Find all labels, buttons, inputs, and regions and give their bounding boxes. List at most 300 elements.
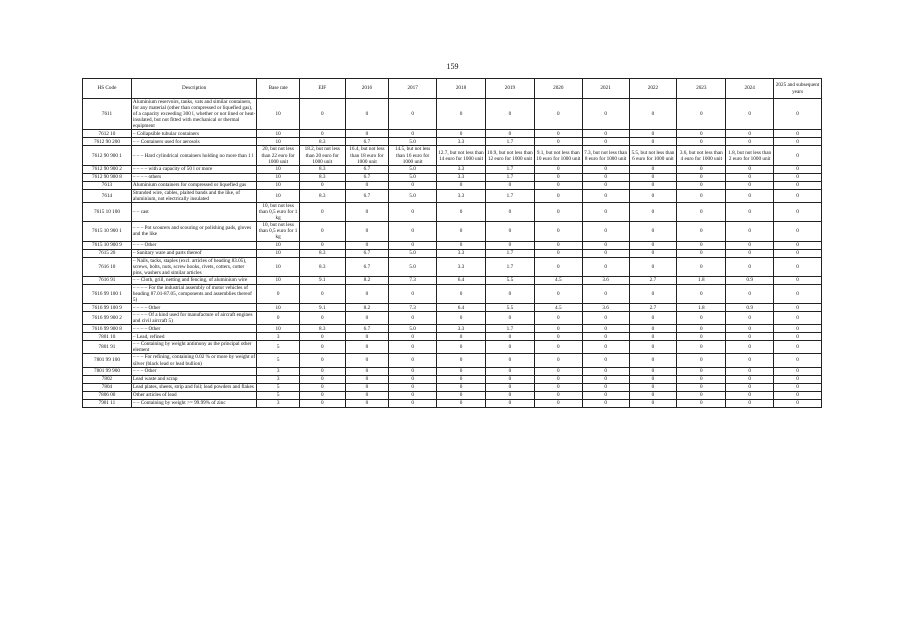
rate-cell: 7.3, but not less than 8 euro for 1000 unit xyxy=(582,146,629,165)
rate-cell: 0 xyxy=(629,130,677,138)
rate-cell: 0 xyxy=(677,325,726,333)
rate-cell: 0 xyxy=(774,276,822,284)
rate-cell: 0 xyxy=(726,173,774,181)
hs-code-cell: 7801 99 100 xyxy=(83,354,132,367)
rate-cell: 0 xyxy=(485,312,534,325)
table-row xyxy=(83,399,822,407)
rate-cell: 0 xyxy=(582,333,629,341)
table-row xyxy=(83,284,822,303)
rate-cell: 0 xyxy=(629,202,677,221)
rate-cell: 0 xyxy=(677,354,726,367)
rate-cell: 18.2, but not less than 20 euro for 1000 unit xyxy=(299,146,345,165)
table-row xyxy=(83,312,822,325)
rate-cell: 0 xyxy=(389,399,437,407)
hs-code-cell: 7615 10 100 xyxy=(83,202,132,221)
rate-cell: 1.7 xyxy=(485,257,534,276)
rate-cell: 0 xyxy=(345,333,389,341)
rate-cell: 0 xyxy=(437,222,486,241)
rate-cell: 0 xyxy=(726,222,774,241)
rate-cell: 0 xyxy=(437,341,486,354)
rate-cell: 0 xyxy=(389,367,437,375)
column-header: EIF xyxy=(299,79,345,99)
rate-cell: 0 xyxy=(726,99,774,130)
hs-code-cell: 7801 91 xyxy=(83,341,132,354)
rate-cell: 0 xyxy=(485,341,534,354)
rate-cell: 0 xyxy=(582,284,629,303)
rate-cell: 0 xyxy=(437,367,486,375)
rate-cell: 0 xyxy=(345,399,389,407)
rate-cell: 0 xyxy=(774,249,822,257)
rate-cell: 0 xyxy=(629,375,677,383)
rate-cell: 6.7 xyxy=(345,165,389,173)
rate-cell: 8.3 xyxy=(299,189,345,202)
rate-cell: 0 xyxy=(677,375,726,383)
rate-cell: 0 xyxy=(534,354,582,367)
rate-cell: 0 xyxy=(677,241,726,249)
column-header: 2016 xyxy=(345,79,389,99)
rate-cell: 0 xyxy=(299,99,345,130)
rate-cell: 5 xyxy=(257,391,300,399)
hs-code-cell: 7612 90 900 1 xyxy=(83,146,132,165)
rate-cell: 0 xyxy=(677,341,726,354)
column-header: 2023 xyxy=(677,79,726,99)
rate-cell: 0 xyxy=(629,399,677,407)
rate-cell: 0 xyxy=(437,391,486,399)
table-row xyxy=(83,354,822,367)
rate-cell: 0 xyxy=(774,312,822,325)
rate-cell: 8.3 xyxy=(299,257,345,276)
description-cell: – – – Other xyxy=(131,367,256,375)
rate-cell: 5.0 xyxy=(389,325,437,333)
hs-code-cell: 7615 20 xyxy=(83,249,132,257)
hs-code-cell: 7616 99 900 8 xyxy=(83,325,132,333)
rate-cell: 0 xyxy=(345,383,389,391)
rate-cell: 0 xyxy=(582,173,629,181)
rate-cell: 0 xyxy=(629,257,677,276)
description-cell: – Lead, refined xyxy=(131,333,256,341)
rate-cell: 0 xyxy=(345,312,389,325)
rate-cell: 1.8 xyxy=(677,276,726,284)
rate-cell: 0 xyxy=(437,383,486,391)
rate-cell: 0 xyxy=(582,249,629,257)
rate-cell: 0 xyxy=(582,241,629,249)
rate-cell: 0 xyxy=(345,99,389,130)
rate-cell: 0 xyxy=(774,257,822,276)
rate-cell: 0 xyxy=(534,202,582,221)
rate-cell: 0 xyxy=(726,181,774,189)
description-cell: – – – – with a capacity of 50 l or more xyxy=(131,165,256,173)
rate-cell: 0 xyxy=(629,312,677,325)
tariff-schedule-table xyxy=(82,78,822,408)
rate-cell: 0 xyxy=(774,222,822,241)
rate-cell: 10 xyxy=(257,241,300,249)
column-header: Base rate xyxy=(257,79,300,99)
rate-cell: 0 xyxy=(534,249,582,257)
rate-cell: 10 xyxy=(257,276,300,284)
rate-cell: 0 xyxy=(582,399,629,407)
hs-code-cell: 7615 10 900 9 xyxy=(83,241,132,249)
hs-code-cell: 7612 90 900 8 xyxy=(83,173,132,181)
rate-cell: 0 xyxy=(677,257,726,276)
rate-cell: 10 xyxy=(257,181,300,189)
rate-cell: 0 xyxy=(582,165,629,173)
table-row xyxy=(83,325,822,333)
rate-cell: 0 xyxy=(726,333,774,341)
rate-cell: 0 xyxy=(677,181,726,189)
rate-cell: 0.9 xyxy=(726,304,774,312)
rate-cell: 0 xyxy=(774,383,822,391)
rate-cell: 2.7 xyxy=(629,276,677,284)
rate-cell: 0 xyxy=(534,189,582,202)
rate-cell: 0 xyxy=(629,354,677,367)
rate-cell: 0 xyxy=(299,341,345,354)
rate-cell: 0 xyxy=(299,399,345,407)
rate-cell: 0 xyxy=(677,391,726,399)
description-cell: Lead plates, sheets, strip and foil; lead powders and flakes xyxy=(131,383,256,391)
rate-cell: 0 xyxy=(389,383,437,391)
rate-cell: 0 xyxy=(582,341,629,354)
rate-cell: 6.7 xyxy=(345,138,389,146)
rate-cell: 0 xyxy=(299,375,345,383)
rate-cell: 0 xyxy=(299,284,345,303)
rate-cell: 0 xyxy=(534,383,582,391)
rate-cell: 3.6 xyxy=(582,276,629,284)
rate-cell: 0 xyxy=(774,138,822,146)
rate-cell: 0 xyxy=(485,202,534,221)
rate-cell: 1.7 xyxy=(485,165,534,173)
table-row xyxy=(83,276,822,284)
rate-cell: 0 xyxy=(389,391,437,399)
rate-cell: 0 xyxy=(726,165,774,173)
rate-cell: 0 xyxy=(629,99,677,130)
rate-cell: 0 xyxy=(629,241,677,249)
description-cell: Aluminium containers for compressed or liquefied gas xyxy=(131,181,256,189)
rate-cell: 0 xyxy=(534,325,582,333)
column-header: 2018 xyxy=(437,79,486,99)
rate-cell: 0 xyxy=(389,202,437,221)
hs-code-cell: 7616 99 900 2 xyxy=(83,312,132,325)
rate-cell: 0 xyxy=(582,222,629,241)
hs-code-cell: 7612 90 200 xyxy=(83,138,132,146)
rate-cell: 2.7 xyxy=(629,304,677,312)
column-header: HS Code xyxy=(83,79,132,99)
rate-cell: 6.7 xyxy=(345,325,389,333)
rate-cell: 5.5 xyxy=(485,276,534,284)
rate-cell: 0 xyxy=(534,241,582,249)
rate-cell: 3.6, but not less than 4 euro for 1000 unit xyxy=(677,146,726,165)
rate-cell: 3 xyxy=(257,367,300,375)
rate-cell: 0 xyxy=(437,181,486,189)
rate-cell: 3.6 xyxy=(582,304,629,312)
rate-cell: 0 xyxy=(677,367,726,375)
rate-cell: 0 xyxy=(437,241,486,249)
rate-cell: 3.3 xyxy=(437,257,486,276)
hs-code-cell: 7901 11 xyxy=(83,399,132,407)
rate-cell: 0 xyxy=(726,257,774,276)
description-cell: – – Containing by weight antimony as the principal other element xyxy=(131,341,256,354)
rate-cell: 0 xyxy=(629,165,677,173)
rate-cell: 0 xyxy=(774,375,822,383)
rate-cell: 0 xyxy=(677,333,726,341)
rate-cell: 0 xyxy=(677,173,726,181)
rate-cell: 8.2 xyxy=(345,304,389,312)
rate-cell: 9.1 xyxy=(299,304,345,312)
column-header: 2021 xyxy=(582,79,629,99)
rate-cell: 0 xyxy=(582,325,629,333)
rate-cell: 0 xyxy=(534,173,582,181)
description-cell: – Collapsible tubular containers xyxy=(131,130,256,138)
rate-cell: 0 xyxy=(774,130,822,138)
rate-cell: 0 xyxy=(582,367,629,375)
column-header: 2025 and subsequent years xyxy=(774,79,822,99)
rate-cell: 0 xyxy=(485,354,534,367)
rate-cell: 6.7 xyxy=(345,173,389,181)
table-row xyxy=(83,130,822,138)
rate-cell: 0 xyxy=(257,312,300,325)
description-cell: – – – – Other xyxy=(131,304,256,312)
rate-cell: 10 xyxy=(257,130,300,138)
rate-cell: 8.3 xyxy=(299,249,345,257)
rate-cell: 0 xyxy=(389,222,437,241)
rate-cell: 0 xyxy=(389,354,437,367)
rate-cell: 0 xyxy=(582,391,629,399)
rate-cell: 3 xyxy=(257,399,300,407)
rate-cell: 0 xyxy=(582,383,629,391)
rate-cell: 0 xyxy=(345,130,389,138)
rate-cell: 0 xyxy=(774,99,822,130)
rate-cell: 5 xyxy=(257,383,300,391)
rate-cell: 0 xyxy=(677,138,726,146)
rate-cell: 0 xyxy=(582,312,629,325)
rate-cell: 0 xyxy=(677,249,726,257)
rate-cell: 10 xyxy=(257,138,300,146)
rate-cell: 0 xyxy=(774,391,822,399)
column-header: 2020 xyxy=(534,79,582,99)
rate-cell: 0 xyxy=(299,312,345,325)
rate-cell: 0 xyxy=(534,130,582,138)
rate-cell: 5.5, but not less than 6 euro for 1000 unit xyxy=(629,146,677,165)
rate-cell: 10 xyxy=(257,257,300,276)
rate-cell: 10 xyxy=(257,325,300,333)
rate-cell: 0 xyxy=(534,138,582,146)
rate-cell: 3.3 xyxy=(437,138,486,146)
rate-cell: 0 xyxy=(299,367,345,375)
rate-cell: 0 xyxy=(534,391,582,399)
table-row xyxy=(83,165,822,173)
rate-cell: 5.0 xyxy=(389,165,437,173)
rate-cell: 0 xyxy=(389,241,437,249)
table-row xyxy=(83,99,822,130)
rate-cell: 0 xyxy=(345,222,389,241)
rate-cell: 0 xyxy=(677,165,726,173)
rate-cell: 10 xyxy=(257,173,300,181)
rate-cell: 0 xyxy=(726,325,774,333)
page-number: 159 xyxy=(446,62,459,71)
rate-cell: 0 xyxy=(345,341,389,354)
rate-cell: 0 xyxy=(629,367,677,375)
rate-cell: 0 xyxy=(534,333,582,341)
rate-cell: 0 xyxy=(345,181,389,189)
rate-cell: 8.3 xyxy=(299,165,345,173)
description-cell: Aluminium reservoirs, tanks, vats and similar containers, for any material (other than compressed or liquefied gas), of a capacity exceeding 300 l, whether or not lined or heat-insulated, but not fitted with mechanical or thermal equipment xyxy=(132,99,256,130)
table-row xyxy=(83,391,822,399)
hs-code-cell: 7806 00 xyxy=(83,391,132,399)
column-header: 2017 xyxy=(389,79,437,99)
rate-cell: 0 xyxy=(726,354,774,367)
rate-cell: 0 xyxy=(345,202,389,221)
table-row xyxy=(83,304,822,312)
rate-cell: 1.7 xyxy=(485,173,534,181)
rate-cell: 0 xyxy=(629,333,677,341)
rate-cell: 0 xyxy=(389,181,437,189)
rate-cell: 10, but not less than 0,5 euro for 1 kg xyxy=(257,202,300,221)
rate-cell: 0 xyxy=(534,257,582,276)
rate-cell: 0 xyxy=(774,367,822,375)
rate-cell: 6.7 xyxy=(345,189,389,202)
rate-cell: 0 xyxy=(677,130,726,138)
rate-cell: 8.2 xyxy=(345,276,389,284)
rate-cell: 0 xyxy=(726,284,774,303)
rate-cell: 9.1, but not less than 10 euro for 1000 unit xyxy=(534,146,582,165)
table-row xyxy=(83,138,822,146)
rate-cell: 0 xyxy=(485,367,534,375)
rate-cell: 8.3 xyxy=(299,325,345,333)
description-cell: – – – For refining, containing 0.02 % or more by weight of silver (black lead or lead bullion) xyxy=(132,354,256,367)
table-header-row xyxy=(83,79,822,99)
rate-cell: 0 xyxy=(677,202,726,221)
rate-cell: 0 xyxy=(774,181,822,189)
table-row xyxy=(83,181,822,189)
rate-cell: 0 xyxy=(437,312,486,325)
hs-code-cell: 7613 xyxy=(83,181,132,189)
rate-cell: 0 xyxy=(389,312,437,325)
rate-cell: 0 xyxy=(299,222,345,241)
rate-cell: 0 xyxy=(437,130,486,138)
description-cell: – – – – others xyxy=(131,173,256,181)
rate-cell: 0 xyxy=(389,284,437,303)
rate-cell: 6.7 xyxy=(345,257,389,276)
rate-cell: 0 xyxy=(485,391,534,399)
rate-cell: 5.0 xyxy=(389,138,437,146)
rate-cell: 0 xyxy=(389,99,437,130)
rate-cell: 10 xyxy=(257,249,300,257)
rate-cell: 9.1 xyxy=(299,276,345,284)
rate-cell: 0 xyxy=(345,284,389,303)
rate-cell: 0 xyxy=(534,99,582,130)
rate-cell: 0 xyxy=(629,383,677,391)
rate-cell: 0 xyxy=(677,383,726,391)
rate-cell: 0 xyxy=(726,312,774,325)
rate-cell: 5.5 xyxy=(485,304,534,312)
hs-code-cell: 7802 xyxy=(83,375,132,383)
rate-cell: 5.0 xyxy=(389,173,437,181)
table-row xyxy=(83,333,822,341)
rate-cell: 5.0 xyxy=(389,189,437,202)
rate-cell: 0 xyxy=(534,165,582,173)
rate-cell: 0 xyxy=(534,341,582,354)
rate-cell: 0 xyxy=(677,284,726,303)
rate-cell: 0 xyxy=(437,375,486,383)
rate-cell: 0 xyxy=(629,181,677,189)
rate-cell: 0 xyxy=(485,130,534,138)
rate-cell: 0 xyxy=(345,241,389,249)
rate-cell: 0 xyxy=(299,130,345,138)
table-row xyxy=(83,241,822,249)
rate-cell: 0 xyxy=(726,138,774,146)
rate-cell: 0 xyxy=(677,99,726,130)
rate-cell: 5 xyxy=(257,354,300,367)
rate-cell: 0 xyxy=(774,146,822,165)
rate-cell: 8.3 xyxy=(299,138,345,146)
rate-cell: 0 xyxy=(774,202,822,221)
rate-cell: 0 xyxy=(299,333,345,341)
rate-cell: 0 xyxy=(534,312,582,325)
rate-cell: 0 xyxy=(345,354,389,367)
description-cell: – – – – Of a kind used for manufacture of aircraft engines and civil aircraft 5) xyxy=(131,312,256,325)
hs-code-cell: 7614 xyxy=(83,189,132,202)
rate-cell: 0.9 xyxy=(726,276,774,284)
rate-cell: 0 xyxy=(485,333,534,341)
table-row xyxy=(83,257,822,276)
rate-cell: 1.8 xyxy=(677,304,726,312)
rate-cell: 0 xyxy=(726,375,774,383)
description-cell: – Nails, tacks, staples (excl. articles of heading 83.05), screws, bolts, nuts, screw hooks, rivets, cotters, cotter pins, washers and similar articles xyxy=(131,257,256,276)
rate-cell: 0 xyxy=(389,375,437,383)
table-row xyxy=(83,146,822,165)
rate-cell: 0 xyxy=(774,341,822,354)
rate-cell: 0 xyxy=(677,312,726,325)
rate-cell: 7.3 xyxy=(389,276,437,284)
table-row xyxy=(83,222,822,241)
rate-cell: 0 xyxy=(726,367,774,375)
rate-cell: 10 xyxy=(257,189,300,202)
hs-code-cell: 7612 90 900 2 xyxy=(83,165,132,173)
rate-cell: 0 xyxy=(726,130,774,138)
rate-cell: 1.7 xyxy=(485,189,534,202)
rate-cell: 0 xyxy=(534,284,582,303)
table-row xyxy=(83,202,822,221)
description-cell: – – Cloth, grill, netting and fencing, of aluminium wire xyxy=(131,276,256,284)
hs-code-cell: 7615 10 900 1 xyxy=(83,222,132,241)
rate-cell: 12.7, but not less than 14 euro for 1000 unit xyxy=(437,146,486,165)
rate-cell: 8.3 xyxy=(299,173,345,181)
rate-cell: 0 xyxy=(582,354,629,367)
rate-cell: 5 xyxy=(257,341,300,354)
rate-cell: 0 xyxy=(485,375,534,383)
description-cell: – – – Pot scourers and scouring or polishing pads, gloves and the like xyxy=(131,222,256,241)
rate-cell: 0 xyxy=(774,325,822,333)
rate-cell: 0 xyxy=(774,304,822,312)
rate-cell: 3.3 xyxy=(437,189,486,202)
table-row xyxy=(83,249,822,257)
rate-cell: 0 xyxy=(677,399,726,407)
rate-cell: 6.7 xyxy=(345,249,389,257)
rate-cell: 10.9, but not less than 12 euro for 1000 unit xyxy=(485,146,534,165)
rate-cell: 0 xyxy=(345,367,389,375)
rate-cell: 0 xyxy=(299,202,345,221)
rate-cell: 0 xyxy=(534,222,582,241)
rate-cell: 0 xyxy=(629,173,677,181)
rate-cell: 0 xyxy=(299,391,345,399)
rate-cell: 0 xyxy=(726,391,774,399)
rate-cell: 0 xyxy=(726,383,774,391)
rate-cell: 4.5 xyxy=(534,304,582,312)
description-cell: – – Containers used for aerosols xyxy=(131,138,256,146)
hs-code-cell: 7612 10 xyxy=(83,130,132,138)
rate-cell: 0 xyxy=(726,341,774,354)
rate-cell: 0 xyxy=(582,181,629,189)
rate-cell: 0 xyxy=(299,181,345,189)
